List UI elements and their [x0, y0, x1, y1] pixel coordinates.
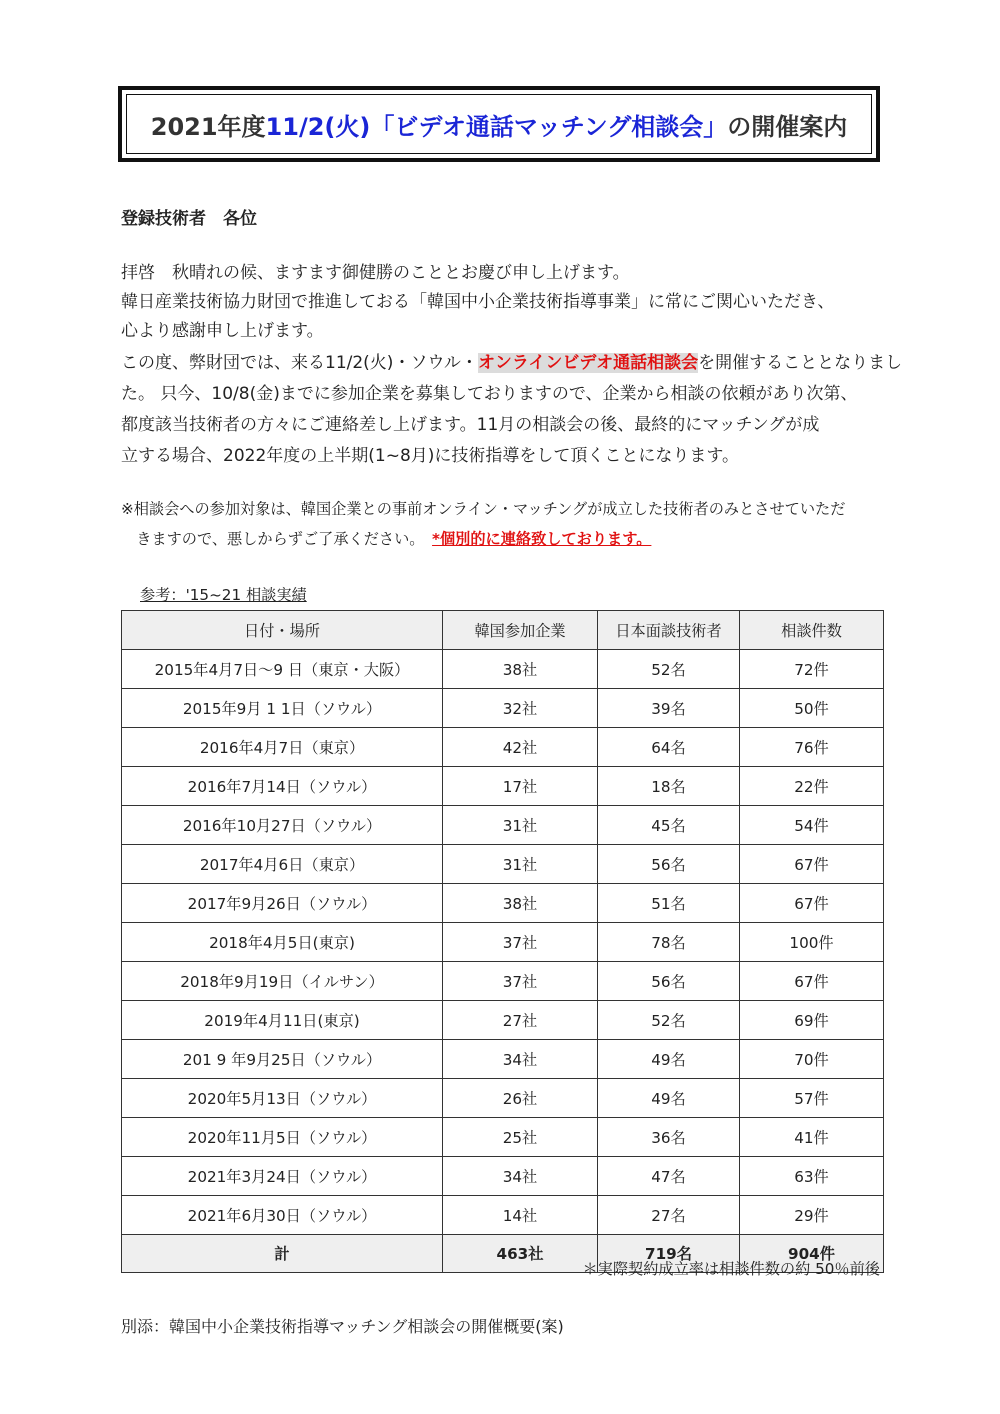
- cell-korean-companies: 42社: [443, 728, 598, 767]
- cell-japanese-engineers: 36名: [598, 1118, 740, 1157]
- cell-korean-companies: 31社: [443, 806, 598, 845]
- note-line-1: ※相談会への参加対象は、韓国企業との事前オンライン・マッチングが成立した技術者のみとさせていただ: [121, 500, 846, 518]
- table-row: [122, 806, 884, 845]
- cell-date-place: 2016年10月27日（ソウル）: [122, 806, 443, 845]
- cell-consultations: 72件: [740, 650, 884, 689]
- header-korean-companies: 韓国参加企業: [443, 611, 598, 650]
- cell-date-place: 2021年6月30日（ソウル）: [122, 1196, 443, 1235]
- body-line-7: 立する場合、2022年度の上半期(1~8月)に技術指導をして頂くことになります。: [121, 446, 740, 466]
- cell-consultations: 76件: [740, 728, 884, 767]
- document-title: [126, 94, 872, 154]
- cell-japanese-engineers: 52名: [598, 1001, 740, 1040]
- cell-consultations: 67件: [740, 845, 884, 884]
- highlighted-event: オンラインビデオ通話相談会: [477, 353, 699, 373]
- cell-consultations: 57件: [740, 1079, 884, 1118]
- table-body: [122, 650, 884, 1235]
- cell-consultations: 69件: [740, 1001, 884, 1040]
- cell-date-place: 2018年9月19日（イルサン）: [122, 962, 443, 1001]
- cell-japanese-engineers: 39名: [598, 689, 740, 728]
- cell-japanese-engineers: 78名: [598, 923, 740, 962]
- cell-korean-companies: 34社: [443, 1040, 598, 1079]
- table-row: [122, 1157, 884, 1196]
- cell-korean-companies: 17社: [443, 767, 598, 806]
- cell-korean-companies: 31社: [443, 845, 598, 884]
- cell-date-place: 201 9 年9月25日（ソウル）: [122, 1040, 443, 1079]
- cell-japanese-engineers: 64名: [598, 728, 740, 767]
- table-row: [122, 728, 884, 767]
- participation-note: [121, 494, 845, 554]
- salutation: 登録技術者 各位: [121, 209, 257, 229]
- cell-korean-companies: 26社: [443, 1079, 598, 1118]
- total-companies: 463社: [443, 1235, 598, 1273]
- cell-consultations: 63件: [740, 1157, 884, 1196]
- cell-japanese-engineers: 52名: [598, 650, 740, 689]
- cell-consultations: 100件: [740, 923, 884, 962]
- table-row: [122, 845, 884, 884]
- body-line-6: 都度該当技術者の方々にご連絡差し上げます。11月の相談会の後、最終的にマッチングが成: [121, 415, 820, 435]
- cell-korean-companies: 34社: [443, 1157, 598, 1196]
- table-row: [122, 1196, 884, 1235]
- cell-consultations: 29件: [740, 1196, 884, 1235]
- title-suffix: の開催案内: [727, 112, 848, 141]
- cell-japanese-engineers: 18名: [598, 767, 740, 806]
- title-event-name: 11/2(火)「ビデオ通話マッチング相談会」: [265, 112, 728, 141]
- cell-japanese-engineers: 51名: [598, 884, 740, 923]
- table-row: [122, 962, 884, 1001]
- table-header-row: [122, 611, 884, 650]
- cell-date-place: 2015年4月7日～9 日（東京・大阪）: [122, 650, 443, 689]
- body-line-2: 韓日産業技術協力財団で推進しておる「韓国中小企業技術指導事業」に常にご関心いただき、: [121, 292, 835, 312]
- cell-korean-companies: 38社: [443, 884, 598, 923]
- cell-date-place: 2016年7月14日（ソウル）: [122, 767, 443, 806]
- cell-consultations: 54件: [740, 806, 884, 845]
- cell-date-place: 2018年4月5日(東京): [122, 923, 443, 962]
- body-line-3: 心より感謝申し上げます。: [121, 321, 324, 341]
- cell-korean-companies: 38社: [443, 650, 598, 689]
- cell-japanese-engineers: 56名: [598, 845, 740, 884]
- cell-consultations: 22件: [740, 767, 884, 806]
- cell-japanese-engineers: 45名: [598, 806, 740, 845]
- body-line-1: 拝啓 秋晴れの候、ますます御健勝のこととお慶び申し上げます。: [121, 263, 630, 283]
- note-emphasis: *個別的に連絡致しております。: [432, 530, 652, 548]
- table-row: [122, 1118, 884, 1157]
- note-line-2: [121, 524, 845, 554]
- cell-date-place: 2021年3月24日（ソウル）: [122, 1157, 443, 1196]
- cell-japanese-engineers: 49名: [598, 1079, 740, 1118]
- cell-korean-companies: 27社: [443, 1001, 598, 1040]
- header-consultations: 相談件数: [740, 611, 884, 650]
- cell-consultations: 70件: [740, 1040, 884, 1079]
- cell-date-place: 2017年9月26日（ソウル）: [122, 884, 443, 923]
- cell-date-place: 2016年4月7日（東京）: [122, 728, 443, 767]
- cell-japanese-engineers: 56名: [598, 962, 740, 1001]
- body-line-5: た。 只今、10/8(金)までに参加企業を募集しておりますので、企業から相談の依頼があり次第、: [121, 384, 858, 404]
- total-consultations: 904件: [740, 1235, 884, 1273]
- title-prefix: 2021年度: [150, 112, 266, 141]
- cell-consultations: 67件: [740, 962, 884, 1001]
- cell-consultations: 50件: [740, 689, 884, 728]
- title-box: [118, 86, 880, 162]
- cell-date-place: 2020年11月5日（ソウル）: [122, 1118, 443, 1157]
- cell-date-place: 2019年4月11日(東京): [122, 1001, 443, 1040]
- cell-date-place: 2020年5月13日（ソウル）: [122, 1079, 443, 1118]
- body-line-4-pre: この度、弊財団では、来る11/2(火)・ソウル・: [121, 353, 478, 373]
- table-row: [122, 650, 884, 689]
- table-caption: 参考：'15~21 相談実績: [140, 586, 307, 604]
- table-row: [122, 1079, 884, 1118]
- cell-japanese-engineers: 27名: [598, 1196, 740, 1235]
- body-line-4-post: を開催することとなりまし: [698, 353, 903, 373]
- cell-date-place: 2017年4月6日（東京）: [122, 845, 443, 884]
- contract-rate-footnote: ＊実際契約成立率は相談件数の約 50％前後: [582, 1260, 880, 1278]
- cell-korean-companies: 37社: [443, 923, 598, 962]
- cell-korean-companies: 25社: [443, 1118, 598, 1157]
- cell-japanese-engineers: 49名: [598, 1040, 740, 1079]
- results-table: [121, 610, 884, 1273]
- total-engineers: 719名: [598, 1235, 740, 1273]
- table-row: [122, 767, 884, 806]
- header-japanese-engineers: 日本面談技術者: [598, 611, 740, 650]
- cell-korean-companies: 37社: [443, 962, 598, 1001]
- table-row: [122, 1001, 884, 1040]
- cell-date-place: 2015年9月 1 1日（ソウル）: [122, 689, 443, 728]
- note-line-2-text: きますので、悪しからずご了承ください。: [121, 530, 433, 548]
- total-label: 計: [122, 1235, 443, 1273]
- header-date-place: 日付・場所: [122, 611, 443, 650]
- cell-korean-companies: 32社: [443, 689, 598, 728]
- attachment-line: 別添：韓国中小企業技術指導マッチング相談会の開催概要(案): [121, 1317, 564, 1336]
- body-line-4: [121, 348, 902, 379]
- table-row: [122, 1040, 884, 1079]
- table-row: [122, 884, 884, 923]
- table-row: [122, 923, 884, 962]
- cell-consultations: 41件: [740, 1118, 884, 1157]
- cell-consultations: 67件: [740, 884, 884, 923]
- cell-japanese-engineers: 47名: [598, 1157, 740, 1196]
- cell-korean-companies: 14社: [443, 1196, 598, 1235]
- table-row: [122, 689, 884, 728]
